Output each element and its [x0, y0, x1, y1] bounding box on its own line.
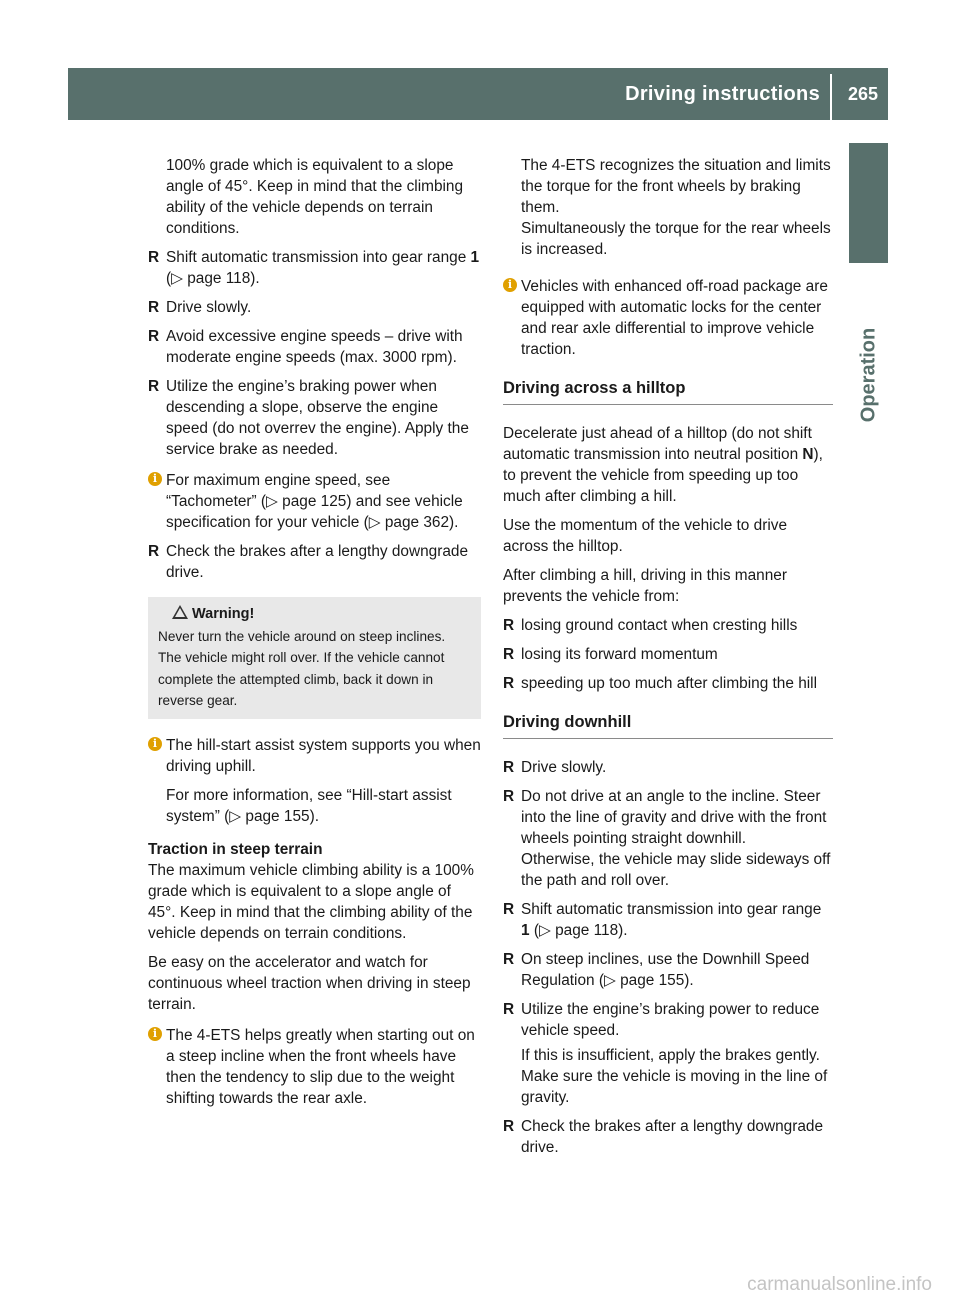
- bullet-icon: R: [148, 543, 160, 560]
- left-column: [148, 155, 481, 1117]
- bullet-icon: R: [503, 1118, 515, 1135]
- continued-text: 100% grade which is equivalent to a slope angle of 45°. Keep in mind that the climbing ability of the vehicle depends on terrain conditions.: [166, 157, 464, 237]
- bullet-icon: R: [503, 759, 515, 776]
- warning-box: [148, 597, 481, 719]
- info-icon: i: [148, 737, 162, 751]
- list-item: R losing its forward momentum: [503, 646, 718, 663]
- section-heading: Driving across a hilltop: [503, 378, 833, 405]
- page-number: 265: [847, 84, 878, 104]
- info-note: i Vehicles with enhanced off-road package are equipped with automatic locks for the center and rear axle differential to improve vehicle traction.: [503, 276, 833, 360]
- bullet-icon: R: [148, 299, 160, 316]
- list-item: R Shift automatic transmission into gear range 1 (▷ page 118).: [148, 249, 480, 287]
- footer-watermark: carmanualsonline.info: [747, 1274, 932, 1295]
- page-header: [68, 68, 888, 120]
- paragraph: Decelerate just ahead of a hilltop (do not shift automatic transmission into neutral position N), to prevent the vehicle from speeding up too much after climbing a hill.: [503, 425, 823, 505]
- paragraph: After climbing a hill, driving in this manner prevents the vehicle from:: [503, 567, 787, 605]
- bullet-icon: R: [148, 328, 160, 345]
- subheading: Traction in steep terrain: [148, 840, 323, 858]
- warning-icon: [172, 605, 188, 619]
- warning-text: Never turn the vehicle around on steep inclines. The vehicle might roll over. If the vehicle cannot complete the attempted climb, back it down in reverse gear.: [158, 628, 446, 708]
- continued-text: The 4-ETS recognizes the situation and limits the torque for the front wheels by braking them. Simultaneously the torque for the rear wheels is increased.: [521, 157, 831, 258]
- info-icon: i: [503, 278, 517, 292]
- header-title: Driving instructions: [625, 83, 820, 105]
- info-icon: i: [148, 472, 162, 486]
- list-item: R Do not drive at an angle to the incline. Steer into the line of gravity and drive with the front wheels pointing straight downhill. Otherwise, the vehicle may slide sideways off the path and roll over.: [503, 788, 831, 889]
- paragraph: Use the momentum of the vehicle to drive across the hilltop.: [503, 517, 788, 555]
- list-item: R losing ground contact when cresting hills: [503, 617, 798, 634]
- side-tab-marker: [849, 143, 888, 263]
- paragraph: The maximum vehicle climbing ability is a 100% grade which is equivalent to a slope angle of 45°. Keep in mind that the climbing ability of the vehicle depends on terrain conditions.: [148, 861, 474, 942]
- list-item: R Utilize the engine’s braking power when descending a slope, observe the engine speed (do not overrev the engine). Apply the service brake as needed.: [148, 378, 469, 458]
- bullet-icon: R: [148, 249, 160, 266]
- list-item: R Drive slowly.: [148, 299, 252, 316]
- paragraph: Be easy on the accelerator and watch for continuous wheel traction when driving in steep terrain.: [148, 953, 471, 1013]
- list-item: R Avoid excessive engine speeds – drive with moderate engine speeds (max. 3000 rpm).: [148, 328, 463, 366]
- list-item: R Shift automatic transmission into gear range 1 (▷ page 118).: [503, 901, 822, 939]
- list-item: R Drive slowly.: [503, 759, 607, 776]
- list-item: R Check the brakes after a lengthy downgrade drive.: [148, 543, 469, 581]
- list-item: R On steep inclines, use the Downhill Speed Regulation (▷ page 155).: [503, 951, 810, 989]
- list-item: R Check the brakes after a lengthy downgrade drive.: [503, 1118, 824, 1156]
- bullet-icon: R: [503, 901, 515, 918]
- info-icon: i: [148, 1027, 162, 1041]
- warning-title: Warning!: [192, 606, 255, 622]
- bullet-icon: R: [503, 646, 515, 663]
- header-separator: [830, 74, 832, 120]
- bullet-icon: R: [503, 788, 515, 805]
- info-note: i For maximum engine speed, see “Tachometer” (▷ page 125) and see vehicle specification for your vehicle (▷ page 362).: [148, 470, 481, 533]
- section-heading: Driving downhill: [503, 712, 833, 739]
- bullet-icon: R: [503, 1001, 515, 1018]
- bullet-icon: R: [503, 617, 515, 634]
- info-note: i The hill-start assist system supports you when driving uphill. For more information, see “Hill-start assist system” (▷ page 155).: [148, 735, 481, 827]
- right-column: [503, 155, 833, 1166]
- bullet-icon: R: [503, 951, 515, 968]
- bullet-icon: R: [503, 675, 515, 692]
- bullet-icon: R: [148, 378, 160, 395]
- list-item: R speeding up too much after climbing the hill: [503, 675, 818, 692]
- list-item: R Utilize the engine’s braking power to reduce vehicle speed. If this is insufficient, apply the brakes gently. Make sure the vehicle is moving in the line of gravity.: [503, 1001, 828, 1106]
- side-tab-text: Operation: [857, 327, 879, 423]
- side-tab-label: [849, 275, 888, 475]
- info-note: i The 4-ETS helps greatly when starting out on a steep incline when the front wheels have then the tendency to slip due to the weight shifting towards the rear axle.: [148, 1025, 481, 1109]
